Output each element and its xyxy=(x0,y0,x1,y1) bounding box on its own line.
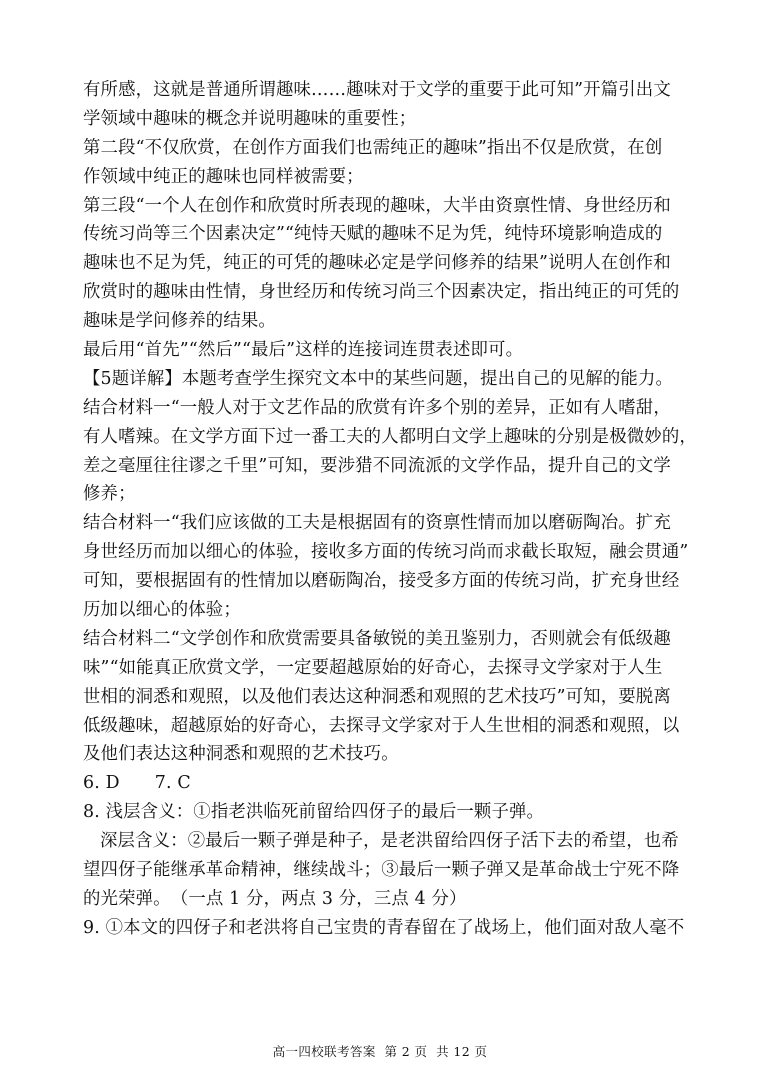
text-line: 结合材料二“文学创作和欣赏需要具备敏锐的美丑鉴别力，否则就会有低级趣 xyxy=(83,628,671,649)
text-line: 世相的洞悉和观照，以及他们表达这种洞悉和观照的艺术技巧”可知，要脱离 xyxy=(83,686,671,707)
text-line: 第三段“一个人在创作和欣赏时所表现的趣味，大半由资禀性情、身世经历和 xyxy=(83,195,671,216)
text-line: 身世经历而加以细心的体验，接收多方面的传统习尚而求截长取短，融会贯通” xyxy=(83,542,689,563)
answer-line: 深层含义：②最后一颗子弹是种子，是老洪留给四伢子活下去的希望，也希 xyxy=(100,831,679,852)
text-line: 有所感，这就是普通所谓趣味……趣味对于文学的重要于此可知”开篇引出文 xyxy=(83,80,671,100)
text-line: 味”“如能真正欣赏文学，一定要超越原始的好奇心，去探寻文学家对于人生 xyxy=(83,657,663,678)
text-line: 传统习尚等三个因素决定”“纯恃天赋的趣味不足为凭，纯恃环境影响造成的 xyxy=(83,224,663,245)
text-line: 作领域中纯正的趣味也同样被需要； xyxy=(83,166,364,187)
text-line: 历加以细心的体验； xyxy=(83,600,241,621)
text-line: 趣味是学问修养的结果。 xyxy=(83,311,276,332)
text-line: 趣味也不足为凭，纯正的可凭的趣味必定是学问修养的结果”说明人在创作和 xyxy=(83,253,671,274)
text-line: 最后用“首先”“然后”“最后”这样的连接词连贯表述即可。 xyxy=(83,340,524,361)
text-line: 可知，要根据固有的性情加以磨砺陶冶，接受多方面的传统习尚，扩充身世经 xyxy=(83,571,680,592)
text-line: 修养； xyxy=(83,484,136,505)
text-line: 差之毫厘往往谬之千里”可知，要涉猎不同流派的文学作品，提升自己的文学 xyxy=(83,455,671,476)
text-line: 第二段“不仅欣赏，在创作方面我们也需纯正的趣味”指出不仅是欣赏，在创 xyxy=(83,137,663,158)
text-line: 结合材料一“我们应该做的工夫是根据固有的资禀性情而加以磨砺陶冶。扩充 xyxy=(83,513,671,534)
text-line: 欣赏时的趣味由性情，身世经历和传统习尚三个因素决定，指出纯正的可凭的 xyxy=(83,282,680,303)
text-line: 学领域中趣味的概念并说明趣味的重要性； xyxy=(83,108,417,129)
text-line: 低级趣味，超越原始的好奇心，去探寻文学家对于人生世相的洞悉和观照，以 xyxy=(83,715,680,736)
answer-line: 的光荣弹。 （一点 1 分，两点 3 分，三点 4 分） xyxy=(83,888,467,909)
answer-line: 望四伢子能继承革命精神，继续战斗；③最后一颗子弹又是革命战士宁死不降 xyxy=(83,860,680,881)
text-line: 有人嗜辣。在文学方面下过一番工夫的人都明白文学上趣味的分别是极微妙的， xyxy=(83,426,697,447)
page-footer: 高一四校联考答案 第 2 页 共 12 页 xyxy=(272,1044,488,1059)
text-line: 及他们表达这种洞悉和观照的艺术技巧。 xyxy=(83,744,399,765)
answer-line: 8. 浅层含义：①指老洪临死前留给四伢子的最后一颗子弹。 xyxy=(83,802,545,823)
answer-line: 9. ①本文的四伢子和老洪将自己宝贵的青春留在了战场上，他们面对敌人毫不 xyxy=(83,917,685,938)
text-line: 结合材料一“一般人对于文艺作品的欣赏有许多个别的差异，正如有人嗜甜， xyxy=(83,397,671,418)
answer-line: 6. D 7. C xyxy=(83,773,191,794)
document-body xyxy=(83,76,697,943)
section-heading-line: 【5题详解】本题考查学生探究文本中的某些问题，提出自己的见解的能力。 xyxy=(83,368,674,389)
